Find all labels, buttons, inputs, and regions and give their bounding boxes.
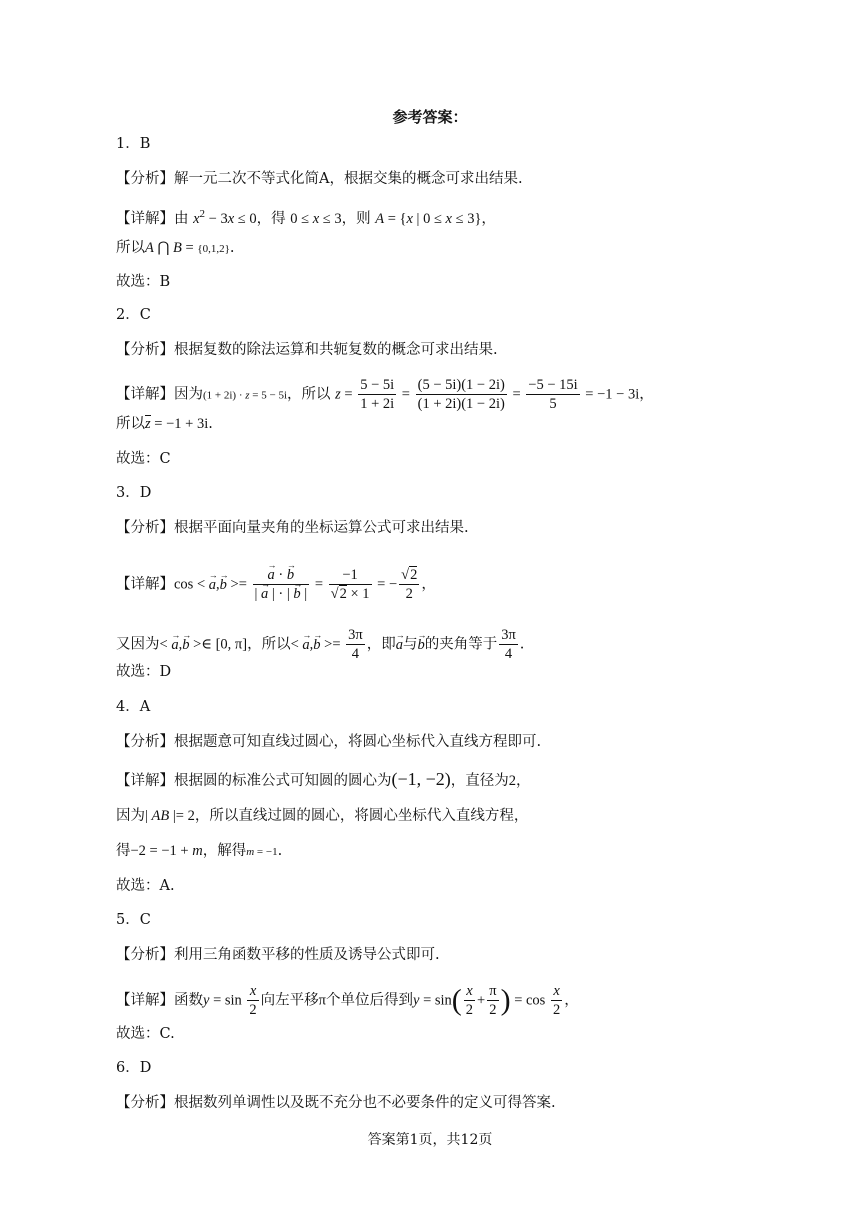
q1-detail: 【详解】由 $x^2 - 3x \le 0$，得 0 ≤ x ≤ 3，则 A = {x | 0 ≤ x ≤ 3}， <box>116 208 496 227</box>
q3-analysis: 【分析】根据平面向量夹角的坐标运算公式可求出结果. <box>116 520 469 536</box>
q5-analysis-text: 利用三角函数平移的性质及诱导公式即可. <box>174 947 440 963</box>
q4-detail: 【详解】根据圆的标准公式可知圆的圆心为(−1, −2)，直径为2， <box>116 769 531 789</box>
q4-detail-line3: 得−2 = −1 + m，解得m = −1. <box>116 843 283 859</box>
q2-answer: 2．C <box>116 307 151 323</box>
page-footer: 答案第1页，共12页 <box>367 1132 493 1148</box>
q1-analysis: 【分析】解一元二次不等式化简A，根据交集的概念可求出结果. <box>116 171 523 187</box>
q4-detail-line2: 因为| AB |= 2，所以直线过圆的圆心，将圆心坐标代入直线方程， <box>116 808 529 824</box>
q5-detail: 【详解】函数y = sin $\frac{x}{2}$ 向左平移π个单位后得到y = sin( $\frac{x}{2}$ + $\frac{\pi}{2}$ ) = cos $\frac{x}{2}$ ， <box>116 983 579 1018</box>
q1-answer: 1．B <box>116 136 151 152</box>
q4-answer: 4．A <box>116 699 151 715</box>
q2-analysis: 【分析】根据复数的除法运算和共轭复数的概念可求出结果. <box>116 342 498 358</box>
q3-answer: 3．D <box>116 485 152 501</box>
q5-analysis: 【分析】利用三角函数平移的性质及诱导公式即可. <box>116 947 440 963</box>
q4-result: 故选：A. <box>116 878 175 894</box>
q2-detail-line2: 所以z = −1 + 3i. <box>116 416 213 432</box>
q2-analysis-text: 根据复数的除法运算和共轭复数的概念可求出结果. <box>174 342 498 358</box>
q6-answer: 6．D <box>116 1060 152 1076</box>
q3-detail: 【详解】cos < → a,→ b >= → $\frac{a \cdot \to b}{| \to a | \cdot | \to b |}$ = $\frac{-1}{√2 \times 1}$ = − $\frac{√2}{2}$ ， <box>116 566 436 603</box>
q1-detail-line2: 所以A ⋂ B = {0,1,2}. <box>116 240 235 256</box>
q4-analysis: 【分析】根据题意可知直线过圆心，将圆心坐标代入直线方程即可. <box>116 734 542 750</box>
q3-analysis-text: 根据平面向量夹角的坐标运算公式可求出结果. <box>174 520 469 536</box>
q2-result: 故选：C <box>116 451 171 467</box>
q5-result: 故选：C. <box>116 1026 175 1042</box>
q3-result: 故选：D <box>116 664 172 680</box>
q1-analysis-text: 解一元二次不等式化简A，根据交集的概念可求出结果. <box>174 171 523 187</box>
q1-result: 故选：B <box>116 274 171 290</box>
page-title: 参考答案： <box>392 108 468 126</box>
q3-detail-line2: 又因为< → a,→ b >∈ [0, π]，所以< → a,→ b >= $\frac{3\pi}{4}$ ，即→ a与→ b的夹角等于 $\frac{3\pi}{4}$ . <box>116 626 524 663</box>
q4-analysis-text: 根据题意可知直线过圆心，将圆心坐标代入直线方程即可. <box>174 734 542 750</box>
q5-answer: 5．C <box>116 912 151 928</box>
q6-analysis-text: 根据数列单调性以及既不充分也不必要条件的定义可得答案. <box>174 1095 556 1111</box>
q2-detail: 【详解】因为(1 + 2i) · z = 5 − 5i，所以 z = $\frac{5 - 5i}{1 + 2i}$ = $\frac{(5 - 5i)(1 - 2i)}{(1 + 2i)(1 - 2i)}$ = $\frac{-5 - 15i}{5}$ = −1 − 3i， <box>116 377 654 412</box>
q6-analysis: 【分析】根据数列单调性以及既不充分也不必要条件的定义可得答案. <box>116 1095 556 1111</box>
